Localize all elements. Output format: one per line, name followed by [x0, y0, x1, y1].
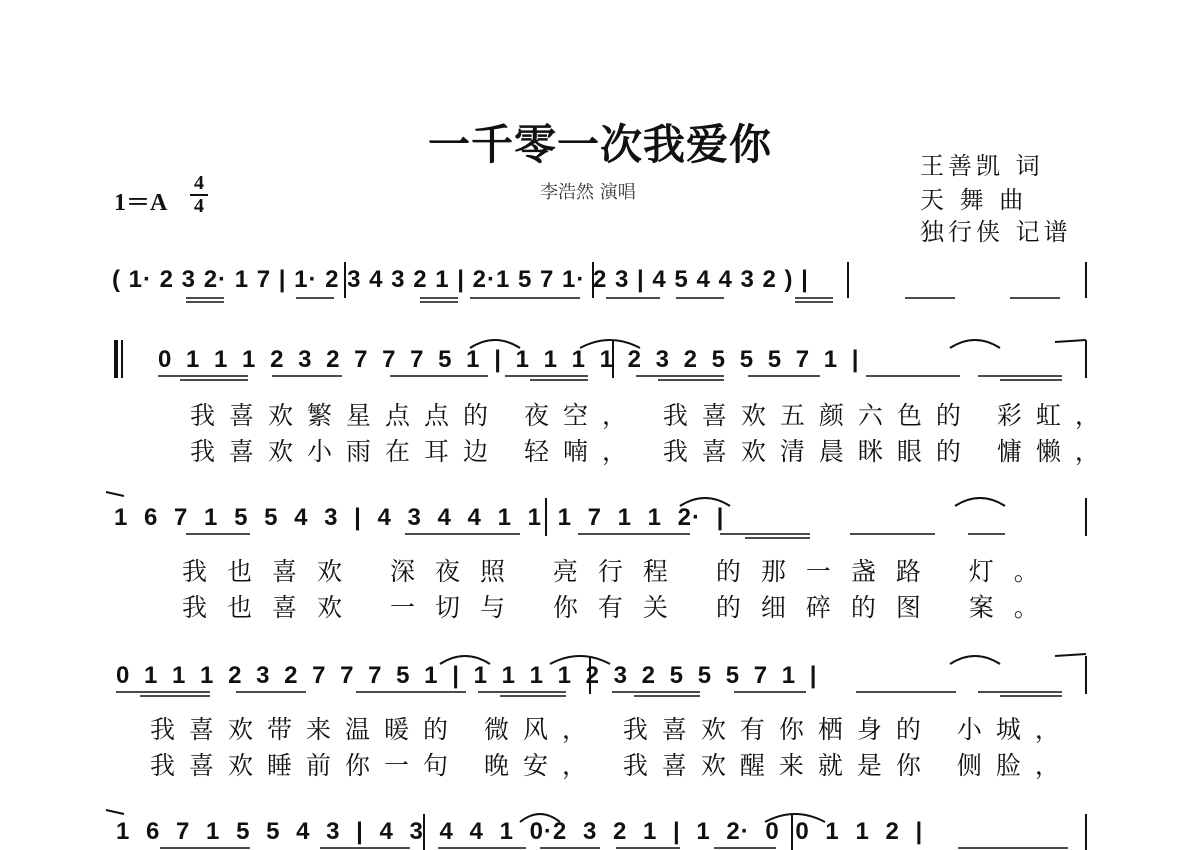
time-signature-top: 4 [194, 172, 204, 194]
song-title: 一千零一次我爱你 [427, 120, 772, 169]
transcriber-credit: 独行侠 记谱 [920, 218, 1072, 246]
line2-lyric-verse1: 我喜欢繁星点点的 夜空， 我喜欢五颜六色的 彩虹， [190, 401, 1114, 430]
line2-notes: 0 1 1 1 2 3 2 7 7 7 5 1 | 1 1 1 1 2 3 2 5 5 5 7 1 | [158, 346, 860, 373]
line3-notes: 1 6 7 1 5 5 4 3 | 4 3 4 4 1 1 1 7 1 1 2· | [114, 504, 725, 531]
line3-lyric-verse1: 我也喜欢 深夜照 亮行程 的那一盏路 灯。 [182, 557, 1059, 586]
line4-notes: 0 1 1 1 2 3 2 7 7 7 5 1 | 1 1 1 1 2 3 2 5 5 5 7 1 | [116, 662, 818, 689]
composer-credit: 天 舞 曲 [920, 186, 1028, 214]
line5-notes: 1 6 7 1 5 5 4 3 | 4 3 4 4 1 0·2 3 2 1 | 1 2· 0 0 1 1 2 | [116, 818, 924, 845]
line4-lyric-verse1: 我喜欢带来温暖的 微风， 我喜欢有你栖身的 小城， [150, 715, 1074, 744]
time-signature-bottom: 4 [194, 195, 204, 217]
intro-notes: ( 1· 2 3 2· 1 7 | 1· 2 3 4 3 2 1 | 2·1 5 7 1· 2 3 | 4 5 4 4 3 2 ) | [112, 266, 809, 293]
line2-lyric-verse2: 我喜欢小雨在耳边 轻喃， 我喜欢清晨眯眼的 慵懒， [190, 437, 1114, 466]
lyricist-credit: 王善凯 词 [920, 152, 1044, 180]
performer-credit: 李浩然 演唱 [540, 182, 636, 203]
key-signature: 1＝A [114, 190, 168, 216]
line4-lyric-verse2: 我喜欢睡前你一句 晚安， 我喜欢醒来就是你 侧脸， [150, 751, 1074, 780]
line3-lyric-verse2: 我也喜欢 一切与 你有关 的细碎的图 案。 [182, 593, 1059, 622]
